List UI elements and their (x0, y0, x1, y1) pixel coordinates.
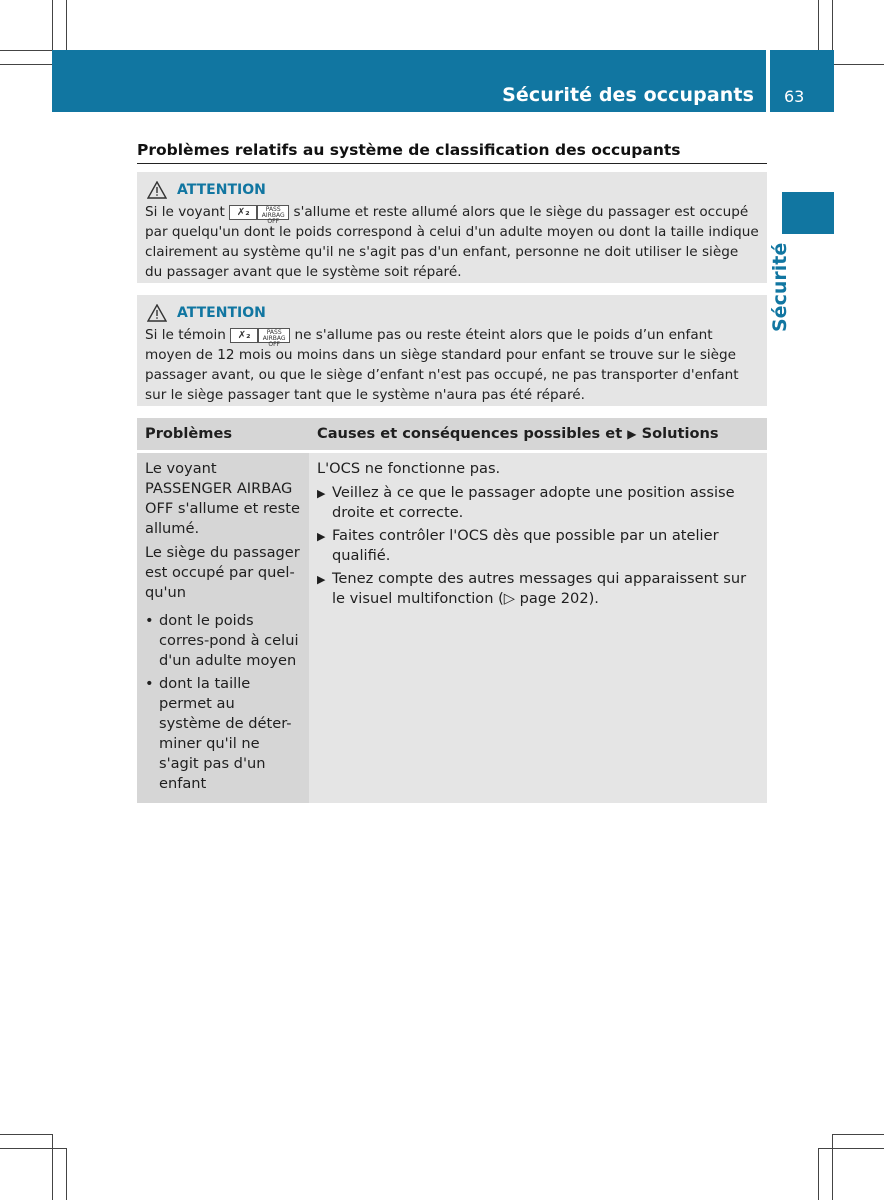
section-title: Problèmes relatifs au système de classification des occupants (137, 141, 767, 164)
crop-mark (52, 0, 53, 50)
warning-box (137, 172, 767, 283)
crop-mark (0, 50, 52, 51)
table-row (137, 452, 767, 804)
crop-mark (52, 1134, 53, 1200)
crop-mark (0, 1134, 52, 1135)
pass-airbag-off-icon: PASS AIRBAG OFF (257, 205, 289, 220)
warning-heading (145, 178, 759, 202)
warning-box (137, 295, 767, 406)
arrow-icon: ▶ (317, 530, 326, 543)
arrow-icon: ▶ (317, 487, 326, 500)
arrow-icon: ▶ (627, 427, 637, 441)
crop-mark (832, 0, 833, 50)
warning-heading (145, 301, 759, 325)
problems-table (137, 418, 767, 803)
crop-mark (818, 1148, 884, 1149)
list-item: • dont la taille permet au système de déter-miner qu'il ne s'agit pas d'un enfant (145, 675, 292, 792)
crop-mark (818, 1148, 819, 1200)
column-header-causes: Causes et conséquences possibles et ▶ Solutions (309, 418, 767, 452)
crop-mark (66, 1148, 67, 1200)
table-header-row (137, 418, 767, 452)
crop-mark (832, 1134, 884, 1135)
arrow-icon: ▶ (317, 573, 326, 586)
page-number: 63 (784, 87, 805, 106)
crop-mark (832, 1134, 833, 1200)
cause-cell (309, 452, 767, 804)
warning-triangle-icon (147, 181, 167, 199)
crop-mark (0, 64, 52, 65)
problem-text: Le siège du passager est occupé par quel-qu'un (145, 544, 300, 601)
crop-mark (818, 0, 819, 50)
column-header-problems: Problèmes (137, 418, 309, 452)
list-item: • dont le poids corres-pond à celui d'un adulte moyen (145, 612, 299, 669)
cause-text: L'OCS ne fonctionne pas. (317, 460, 501, 477)
header-title: Sécurité des occupants (502, 84, 754, 106)
list-item: ▶ Veillez à ce que le passager adopte une position assise droite et correcte. (317, 484, 735, 521)
list-item: ▶ Faites contrôler l'OCS dès que possible par un atelier qualifié. (317, 527, 719, 564)
warning-label: ATTENTION (177, 305, 266, 321)
warning-triangle-icon (147, 304, 167, 322)
crop-mark (0, 1148, 66, 1149)
problem-cell (137, 452, 309, 804)
page-header (52, 50, 766, 112)
problem-text: Le voyant PASSENGER AIRBAG OFF s'allume et reste allumé. (145, 460, 300, 537)
warning-text: Si le voyant ✗₂ PASS AIRBAG OFF s'allume et reste allumé alors que le siège du passager est occupé par quelqu'un dont le poids correspond à celui d'un adulte moyen ou dont la taille indique clairement au système qu'il ne s'agit pas d'un enfant, personne ne doit utiliser le siège du passager avant que le système soit réparé. (145, 204, 759, 280)
crop-mark (834, 64, 884, 65)
warning-label: ATTENTION (177, 182, 266, 198)
page-number-box (770, 50, 834, 112)
list-item: ▶ Tenez compte des autres messages qui apparaissent sur le visuel multifonction (▷ page 202). (317, 570, 747, 607)
seat-occupied-icon: ✗₂ (229, 205, 257, 220)
pass-airbag-off-icon: PASS AIRBAG OFF (258, 328, 290, 343)
side-tab-label: Sécurité (769, 242, 791, 332)
bullet-icon: • (145, 675, 154, 692)
seat-occupied-icon: ✗₂ (230, 328, 258, 343)
side-tab-marker (782, 192, 834, 234)
bullet-icon: • (145, 612, 154, 629)
crop-mark (66, 0, 67, 50)
warning-text: Si le témoin ✗₂ PASS AIRBAG OFF ne s'allume pas ou reste éteint alors que le poids d’un enfant moyen de 12 mois ou moins dans un siège standard pour enfant se trouve sur le siège passager avant, ou que le siège d’enfant n'est pas occupé, ne pas transporter d'enfant sur le siège passager tant que le système n'aura pas été réparé. (145, 327, 739, 403)
